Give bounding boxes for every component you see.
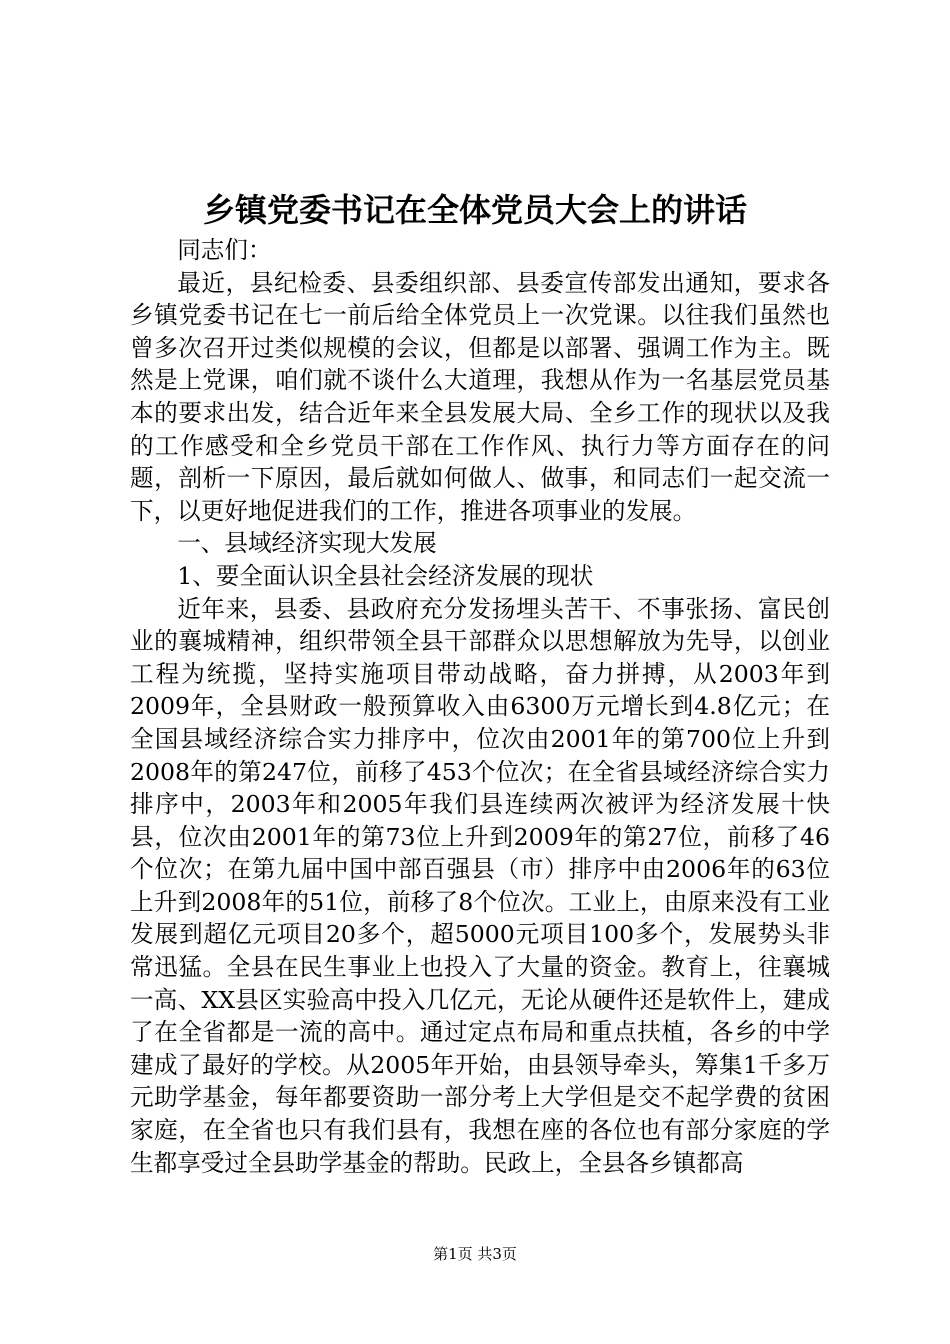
salutation-paragraph: 同志们：: [177, 236, 272, 264]
subsection-heading: 1、要全面认识全县社会经济发展的现状: [177, 561, 594, 590]
page-number-footer: 第1页 共3页: [433, 1245, 517, 1263]
document-title: 乡镇党委书记在全体党员大会上的讲话: [202, 191, 747, 229]
document-body: [130, 234, 830, 1179]
section-heading: 一、县域经济实现大发展: [177, 529, 437, 558]
body-paragraph: 近年来，县委、县政府充分发扬埋头苦干、不事张扬、富民创业的襄城精神，组织带领全县干部群众以思想解放为先导，以创业工程为统揽，坚持实施项目带动战略，奋力拼搏，从2003年到2009年，全县财政一般预算收入由6300万元增长到4.8亿元；在全国县域经济综合实力排序中，位次由2001年的第700位上升到2008年的第247位，前移了453个位次；在全省县域经济综合实力排序中，2003年和2005年我们县连续两次被评为经济发展十快县，位次由2001年的第73位上升到2009年的第27位，前移了46个位次；在第九届中国中部百强县（市）排序中由2006年的63位上升到2008年的51位，前移了8个位次。工业上，由原来没有工业发展到超亿元项目20多个，超5000元项目100多个，发展势头非常迅猛。全县在民生事业上也投入了大量的资金。教育上，往襄城一高、XX县区实验高中投入几亿元，无论从硬件还是软件上，建成了在全省都是一流的高中。通过定点布局和重点扶植，各乡的中学建成了最好的学校。从2005年开始，由县领导牵头，筹集1千多万元助学基金，每年都要资助一部分考上大学但是交不起学费的贫困家庭，在全省也只有我们县有，我想在座的各位也有部分家庭的学生都享受过全县助学基金的帮助。民政上，全县各乡镇都高: [130, 594, 830, 1177]
intro-paragraph: 最近，县纪检委、县委组织部、县委宣传部发出通知，要求各乡镇党委书记在七一前后给全体党员上一次党课。以往我们虽然也曾多次召开过类似规模的会议，但都是以部署、强调工作为主。既然是上党课，咱们就不谈什么大道理，我想从作为一名基层党员基本的要求出发，结合近年来全县发展大局、全乡工作的现状以及我的工作感受和全乡党员干部在工作作风、执行力等方面存在的问题，剖析一下原因，最后就如何做人、做事，和同志们一起交流一下，以更好地促进我们的工作，推进各项事业的发展。: [130, 268, 830, 525]
